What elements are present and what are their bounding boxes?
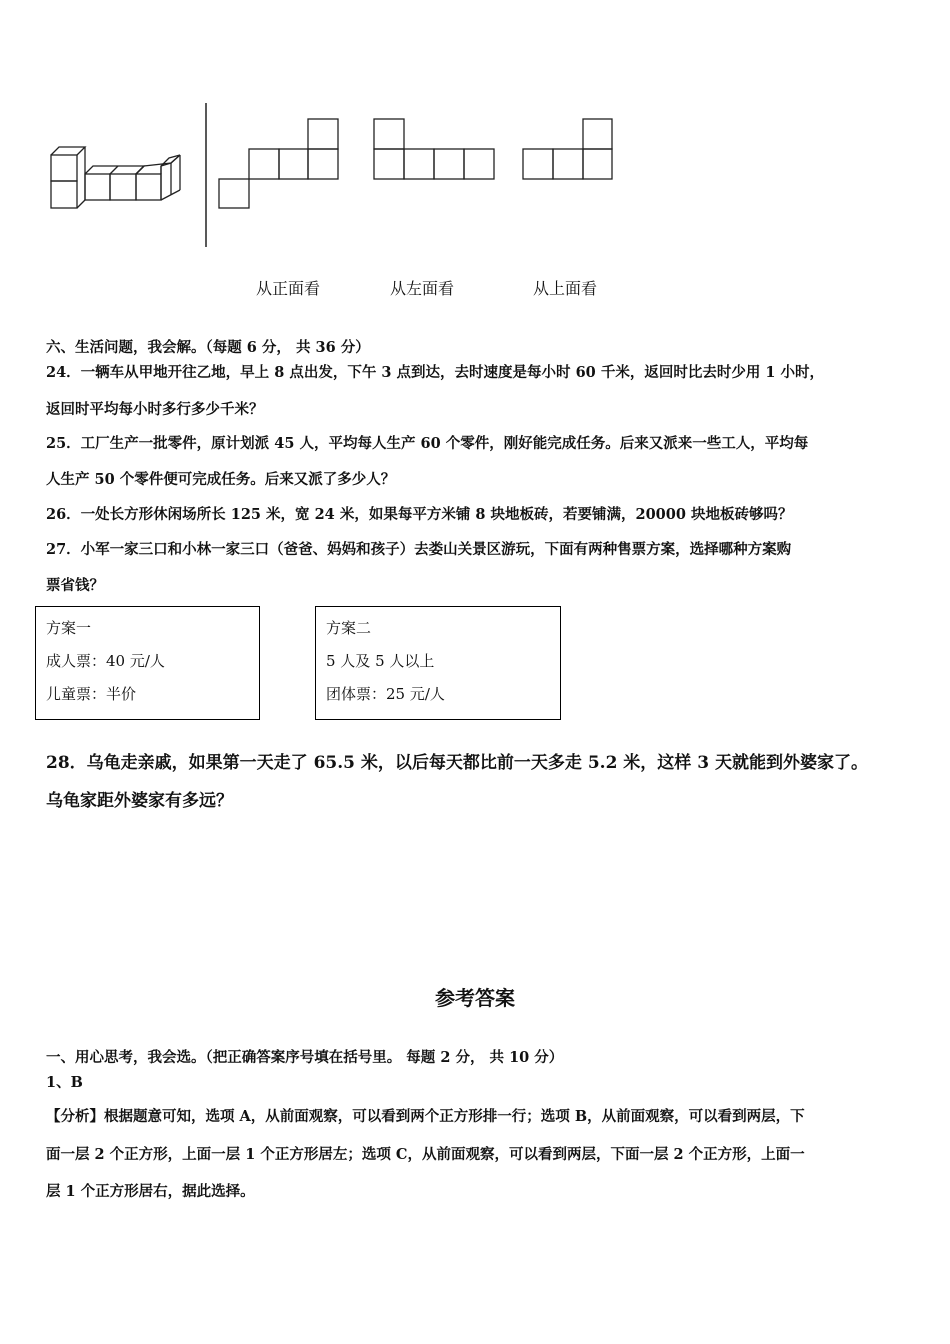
plan-two-condition: 5 人及 5 人以上	[326, 652, 435, 670]
left-view-label: 从左面看	[390, 279, 455, 298]
plan-one-child: 儿童票：半价	[46, 685, 137, 703]
q24-line2: 返回时平均每小时多行多少千米？	[46, 401, 264, 418]
answers-section1-heading: 一、用心思考，我会选。（把正确答案序号填在括号里。 每题 2 分， 共 10 分）	[46, 1049, 564, 1066]
q28-line1: 28．乌龟走亲戚，如果第一天走了 65.5 米，以后每天都比前一天多走 5.2 米，这样 3 天就能到外婆家了。	[46, 753, 868, 773]
answer-1: 1、B	[46, 1074, 83, 1091]
q24-line1: 24．一辆车从甲地开往乙地，早上 8 点出发，下午 3 点到达，去时速度是每小时 60 千米，返回时比去时少用 1 小时，	[46, 364, 825, 381]
top-view-grid	[523, 119, 612, 179]
plan-two-group: 团体票：25 元/人	[326, 685, 445, 703]
plan-two-box	[315, 606, 561, 720]
analysis-line2: 面一层 2 个正方形，上面一层 1 个正方形居左；选项 C，从前面观察，可以看到两层，下面一层 2 个正方形，上面一	[46, 1146, 805, 1163]
plan-one-box	[35, 606, 260, 720]
analysis-line3: 层 1 个正方形居右，据此选择。	[46, 1183, 255, 1200]
plan-one-adult: 成人票：40 元/人	[46, 652, 165, 670]
q25-line1: 25．工厂生产一批零件，原计划派 45 人，平均每人生产 60 个零件，刚好能完成任务。后来又派来一些工人，平均每	[46, 435, 809, 452]
plan-one-title: 方案一	[46, 619, 92, 637]
cube-views-figure	[40, 95, 640, 255]
front-view-label: 从正面看	[256, 279, 321, 298]
front-view-grid	[219, 119, 338, 208]
section6-heading: 六、生活问题，我会解。（每题 6 分， 共 36 分）	[46, 339, 370, 356]
left-view-grid	[374, 119, 494, 179]
analysis-line1: 【分析】根据题意可知，选项 A，从前面观察，可以看到两个正方形排一行；选项 B，从前面观察，可以看到两层，下	[46, 1108, 805, 1125]
q27-line1: 27．小军一家三口和小林一家三口（爸爸、妈妈和孩子）去娄山关景区游玩，下面有两种售票方案，选择哪种方案购	[46, 541, 792, 558]
q26-text: 26．一处长方形休闲场所长 125 米，宽 24 米，如果每平方米铺 8 块地板砖，若要铺满，20000 块地板砖够吗？	[46, 506, 793, 523]
cube-solid	[51, 147, 180, 208]
answers-title: 参考答案	[435, 986, 515, 1010]
top-view-label: 从上面看	[533, 279, 598, 298]
q27-line2: 票省钱？	[46, 577, 104, 594]
plan-two-title: 方案二	[326, 619, 372, 637]
q28-line2: 乌龟家距外婆家有多远？	[46, 791, 233, 811]
q25-line2: 人生产 50 个零件便可完成任务。后来又派了多少人？	[46, 471, 396, 488]
